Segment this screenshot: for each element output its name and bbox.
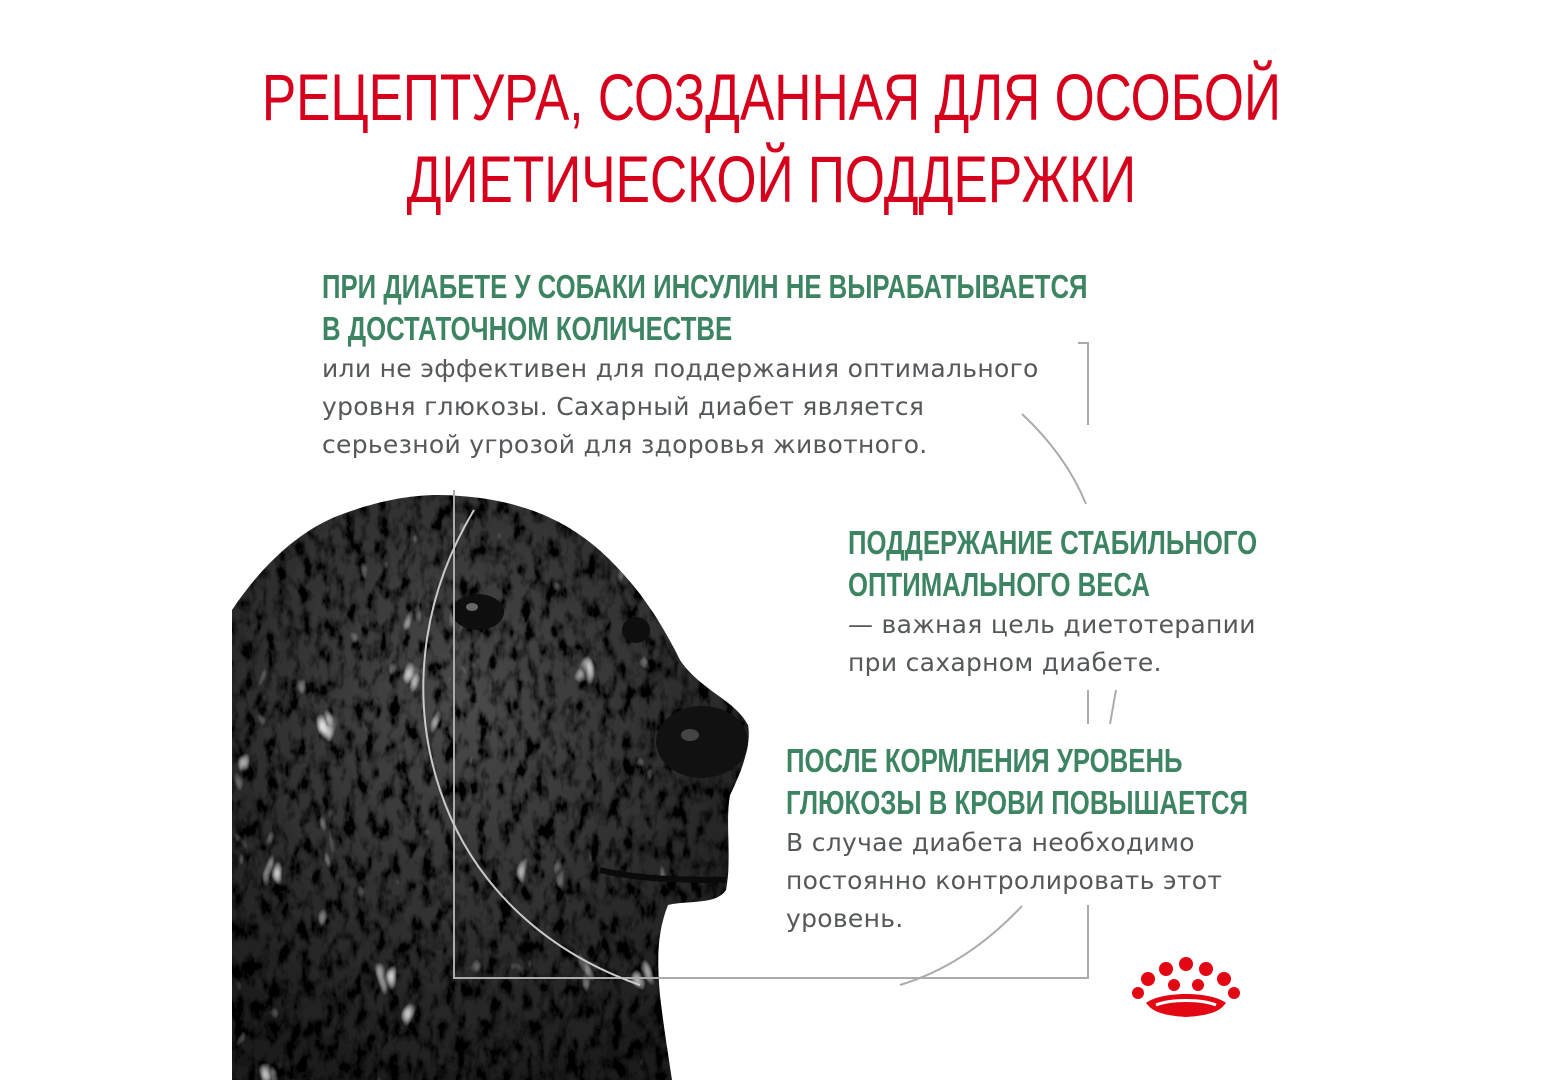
block-body-line: уровень. bbox=[786, 904, 904, 933]
block-body-line: серьезной угрозой для здоровья животного. bbox=[322, 430, 928, 459]
block-heading-line: ПОСЛЕ КОРМЛЕНИЯ УРОВЕНЬ bbox=[786, 742, 1183, 779]
block-body-line: — важная цель диетотерапии bbox=[848, 610, 1256, 639]
block-body-line: или не эффективен для поддержания оптимального bbox=[322, 354, 1039, 383]
block-body-line: уровня глюкозы. Сахарный диабет является bbox=[322, 392, 925, 421]
info-block-weight bbox=[848, 522, 1373, 682]
headline-line-2: ДИЕТИЧЕСКОЙ ПОДДЕРЖКИ bbox=[406, 142, 1137, 216]
info-block-glucose bbox=[786, 740, 1378, 938]
block-heading-line: ПОДДЕРЖАНИЕ СТАБИЛЬНОГО bbox=[848, 524, 1258, 561]
royal-canin-crown-icon bbox=[1126, 955, 1246, 1025]
block-heading-line: В ДОСТАТОЧНОМ КОЛИЧЕСТВЕ bbox=[322, 310, 733, 347]
headline-line-1: РЕЦЕПТУРА, СОЗДАННАЯ ДЛЯ ОСОБОЙ bbox=[261, 60, 1281, 134]
info-block-insulin bbox=[322, 266, 1303, 464]
block-body-line: при сахарном диабете. bbox=[848, 648, 1162, 677]
block-heading-line: ПРИ ДИАБЕТЕ У СОБАКИ ИНСУЛИН НЕ ВЫРАБАТЫВАЕТСЯ bbox=[322, 268, 1088, 305]
block-body-line: В случае диабета необходимо bbox=[786, 828, 1195, 857]
block-body-line: постоянно контролировать этот bbox=[786, 866, 1223, 895]
block-heading-line: ГЛЮКОЗЫ В КРОВИ ПОВЫШАЕТСЯ bbox=[786, 784, 1249, 821]
block-heading-line: ОПТИМАЛЬНОГО ВЕСА bbox=[848, 566, 1150, 603]
